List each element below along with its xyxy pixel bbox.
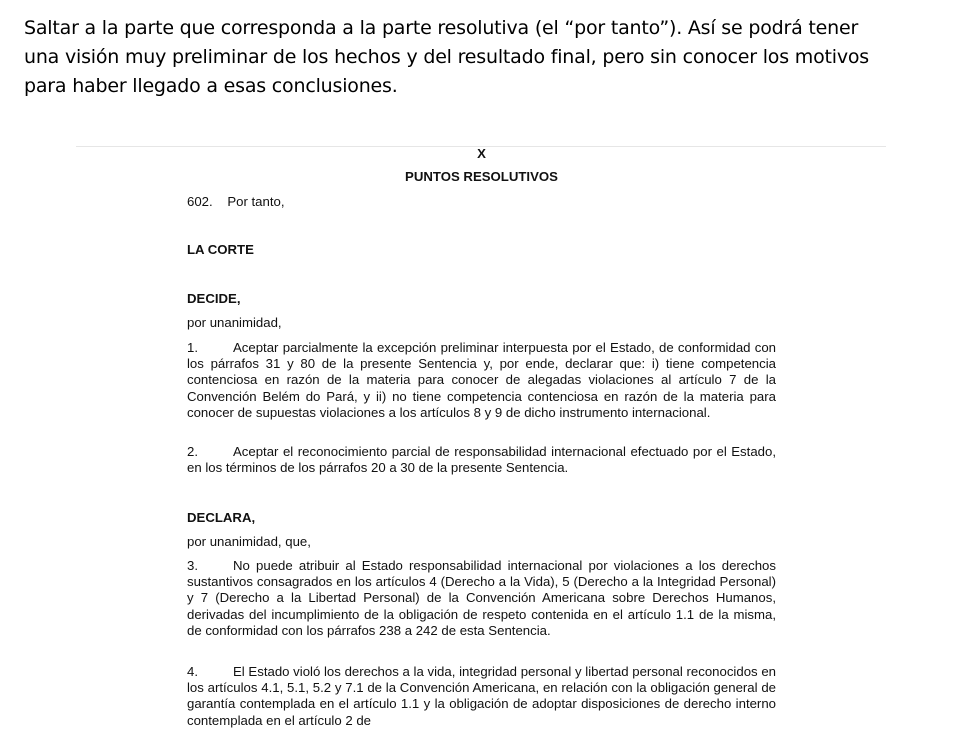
caption-line-2: una visión muy preliminar de los hechos y del resultado final, pero sin conocer los motivos	[24, 46, 869, 68]
caption-line-3: para haber llegado a esas conclusiones.	[24, 75, 398, 97]
caption-text	[24, 14, 944, 101]
item-text: Aceptar parcialmente la excepción preliminar interpuesta por el Estado, de conformidad con los párrafos 31 y 80 de la presente Sentencia y, por ende, declarar que: i) tiene competencia contenciosa en razón de la materia para conocer de alegadas violaciones al artículo 7 de la Convención Belém do Pará, y ii) no tiene competencia contenciosa en razón de la materia para conocer de supuestas violaciones a los artículos 8 y 9 de dicho instrumento internacional.	[187, 340, 776, 420]
paragraph-602: 602. Por tanto,	[187, 194, 285, 209]
vote-unanimous-2: por unanimidad, que,	[187, 534, 311, 549]
item-text: El Estado violó los derechos a la vida, integridad personal y libertad personal reconocidos en los artículos 4.1, 5.1, 5.2 y 7.1 de la Convención Americana, en relación con la obligación general de garantía contemplada en el artículo 1.1 y la obligación de adoptar disposiciones de derecho interno contemplada en el artículo 2 de	[187, 664, 776, 728]
item-number: 4.	[187, 664, 198, 679]
item-number: 1.	[187, 340, 198, 355]
document-excerpt	[76, 146, 886, 728]
item-number: 3.	[187, 558, 198, 573]
resolution-item-2	[187, 444, 776, 476]
section-number: X	[477, 146, 486, 161]
la-corte-heading: LA CORTE	[187, 242, 254, 257]
resolution-item-3	[187, 558, 776, 639]
resolution-item-1	[187, 340, 776, 421]
item-number: 2.	[187, 444, 198, 459]
item-text: No puede atribuir al Estado responsabilidad internacional por violaciones a los derechos sustantivos consagrados en los artículos 4 (Derecho a la Vida), 5 (Derecho a la Integridad Personal) y 7 (Derecho a la Libertad Personal) de la Convención Americana sobre Derechos Humanos, derivadas del incumplimiento de la obligación de respeto contenida en el artículo 1.1 de la misma, de conformidad con los párrafos 238 a 242 de esta Sentencia.	[187, 558, 776, 638]
vote-unanimous-1: por unanimidad,	[187, 315, 282, 330]
item-text: Aceptar el reconocimiento parcial de responsabilidad internacional efectuado por el Estado, en los términos de los párrafos 20 a 30 de la presente Sentencia.	[187, 444, 776, 476]
declara-heading: DECLARA,	[187, 510, 256, 525]
caption-line-1: Saltar a la parte que corresponda a la parte resolutiva (el “por tanto”). Así se podrá tener	[24, 17, 859, 39]
decide-heading: DECIDE,	[187, 291, 241, 306]
section-title: PUNTOS RESOLUTIVOS	[405, 169, 558, 184]
resolution-item-4	[187, 664, 776, 729]
